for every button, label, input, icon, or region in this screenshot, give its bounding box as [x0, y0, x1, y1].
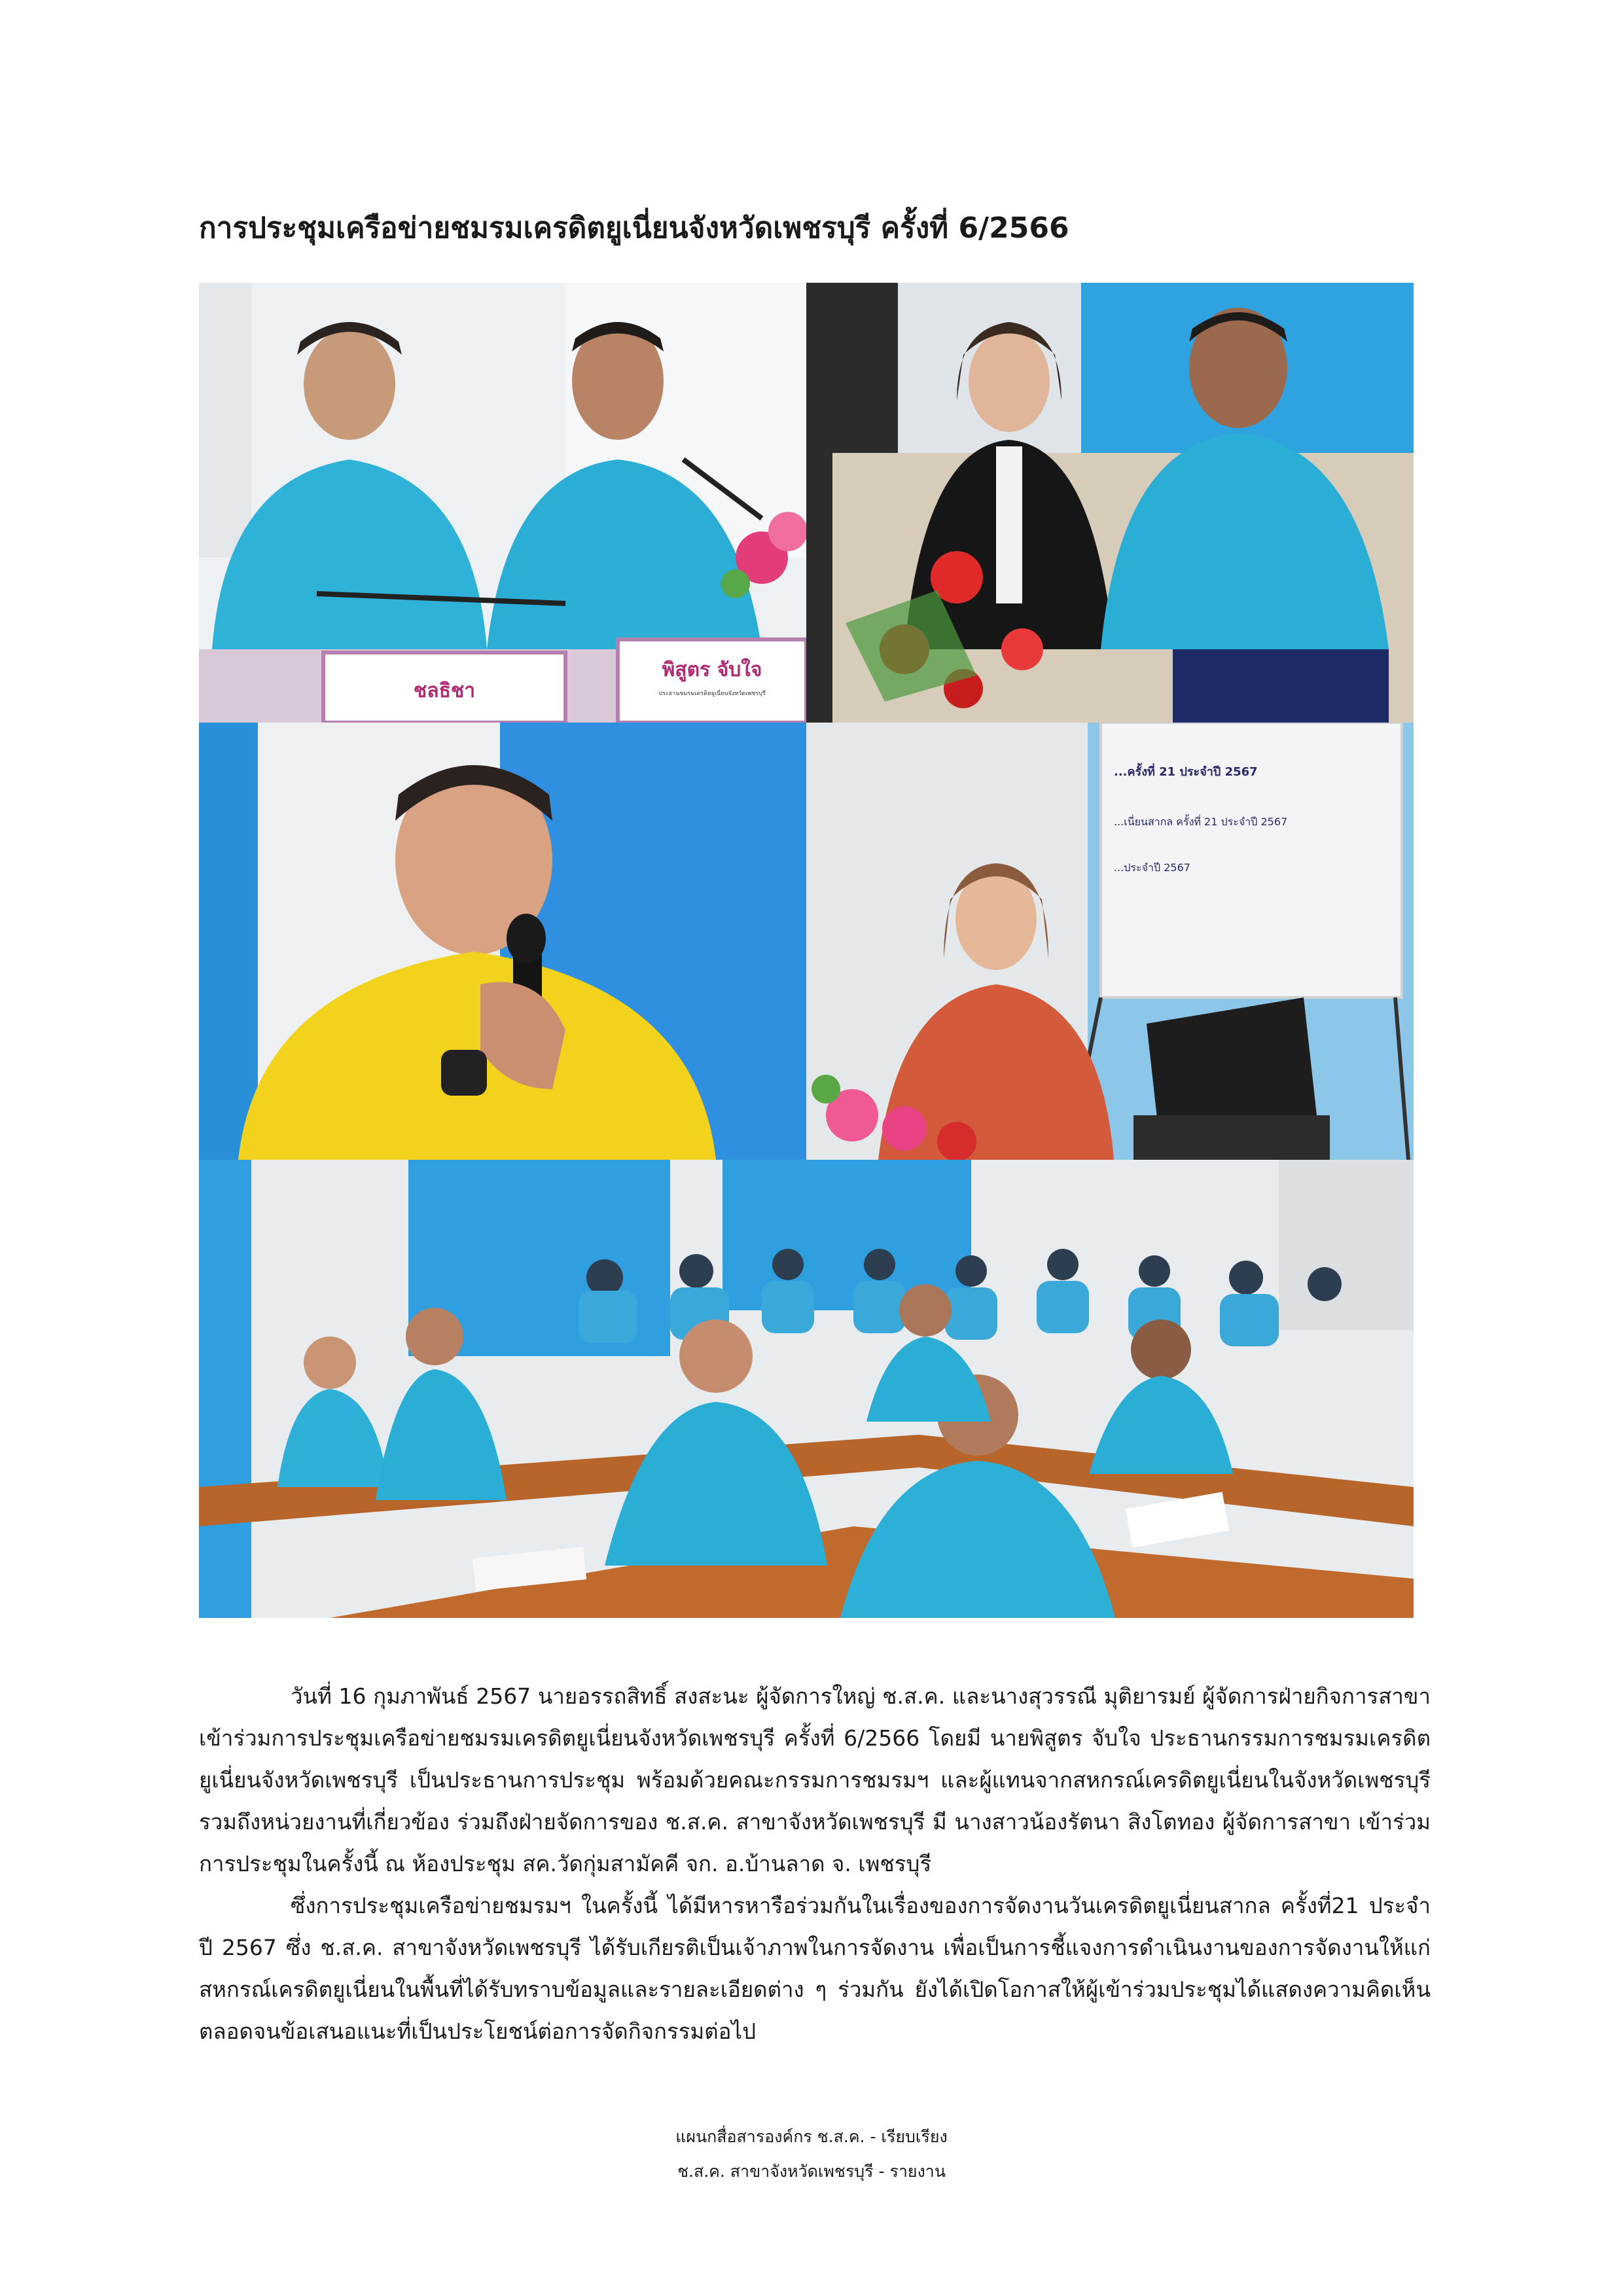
slide-text-2: ...เนี่ยนสากล ครั้งที่ 21 ประจำปี 2567 — [1114, 816, 1288, 828]
footer-credit-reporter: ช.ส.ค. สาขาจังหวัดเพชรบุรี - รายงาน — [677, 2162, 946, 2181]
nameplate-left: ชลธิชา — [413, 679, 476, 702]
photo-guests-seated — [806, 283, 1414, 723]
nameplate-right-subtitle: ประธานชมรมเครดิตยูเนี่ยนจังหวัดเพชรบุรี — [658, 691, 766, 697]
photo-head-table — [199, 283, 806, 723]
document-title: การประชุมเครือข่ายชมรมเครดิตยูเนี่ยนจังหวัดเพชรบุรี ครั้งที่ 6/2566 — [199, 211, 1069, 245]
article-body — [199, 1676, 1431, 2053]
article-paragraph-2: ซึ่งการประชุมเครือข่ายชมรมฯ ในครั้งนี้ ได้มีหารหารือร่วมกันในเรื่องของการจัดงานวันเครดิตยูเนี่ยนสากล ครั้งที่21 ประจำปี 2567 ซึ่ง ช.ส.ค. สาขาจังหวัดเพชรบุรี ได้รับเกียรติเป็นเจ้าภาพในการจัดงาน เพื่อเป็นการชี้แจงการดำเนินงานของการจัดงานให้แก่สหกรณ์เครดิตยูเนี่ยนในพื้นที่ได้รับทราบข้อมูลและรายละเอียดต่าง ๆ ร่วมกัน ยังได้เปิดโอกาสให้ผู้เข้าร่วมประชุมได้แสดงความคิดเห็น ตลอดจนข้อเสนอแนะที่เป็นประโยชน์ต่อการจัดกิจกรรมต่อไป — [199, 1893, 1431, 2044]
photo-meeting-audience — [199, 1160, 1414, 1618]
slide-text-3: ...ประจำปี 2567 — [1114, 861, 1190, 874]
article-paragraph-1: วันที่ 16 กุมภาพันธ์ 2567 นายอรรถสิทธิ์ สงสะนะ ผู้จัดการใหญ่ ช.ส.ค. และนางสุวรรณี มุติยารมย์ ผู้จัดการฝ่ายกิจการสาขา เข้าร่วมการประชุมเครือข่ายชมรมเครดิตยูเนี่ยนจังหวัดเพชรบุรี ครั้งที่ 6/2566 โดยมี นายพิสูตร จับใจ ประธานกรรมการชมรมเครดิตยูเนี่ยนจังหวัดเพชรบุรี เป็นประธานการประชุม พร้อมด้วยคณะกรรมการชมรมฯ และผู้แทนจากสหกรณ์เครดิตยูเนี่ยนในจังหวัดเพชรบุรี รวมถึงหน่วยงานที่เกี่ยวข้อง ร่วมถึงฝ่ายจัดการของ ช.ส.ค. สาขาจังหวัดเพชรบุรี มี นางสาวน้องรัตนา สิงโตทอง ผู้จัดการสาขา เข้าร่วมการประชุมในครั้งนี้ ณ ห้องประชุม สค.วัดกุ่มสามัคคี จก. อ.บ้านลาด จ. เพชรบุรี — [199, 1683, 1431, 1876]
slide-text-1: ...ครั้งที่ 21 ประจำปี 2567 — [1114, 765, 1258, 779]
nameplate-right: พิสูตร จับใจ — [662, 658, 762, 681]
photo-speaker-yellow — [199, 723, 806, 1160]
footer-credit-editor: แผนกสื่อสารองค์กร ช.ส.ค. - เรียบเรียง — [675, 2127, 948, 2146]
photo-presenter-slide — [806, 723, 1414, 1160]
